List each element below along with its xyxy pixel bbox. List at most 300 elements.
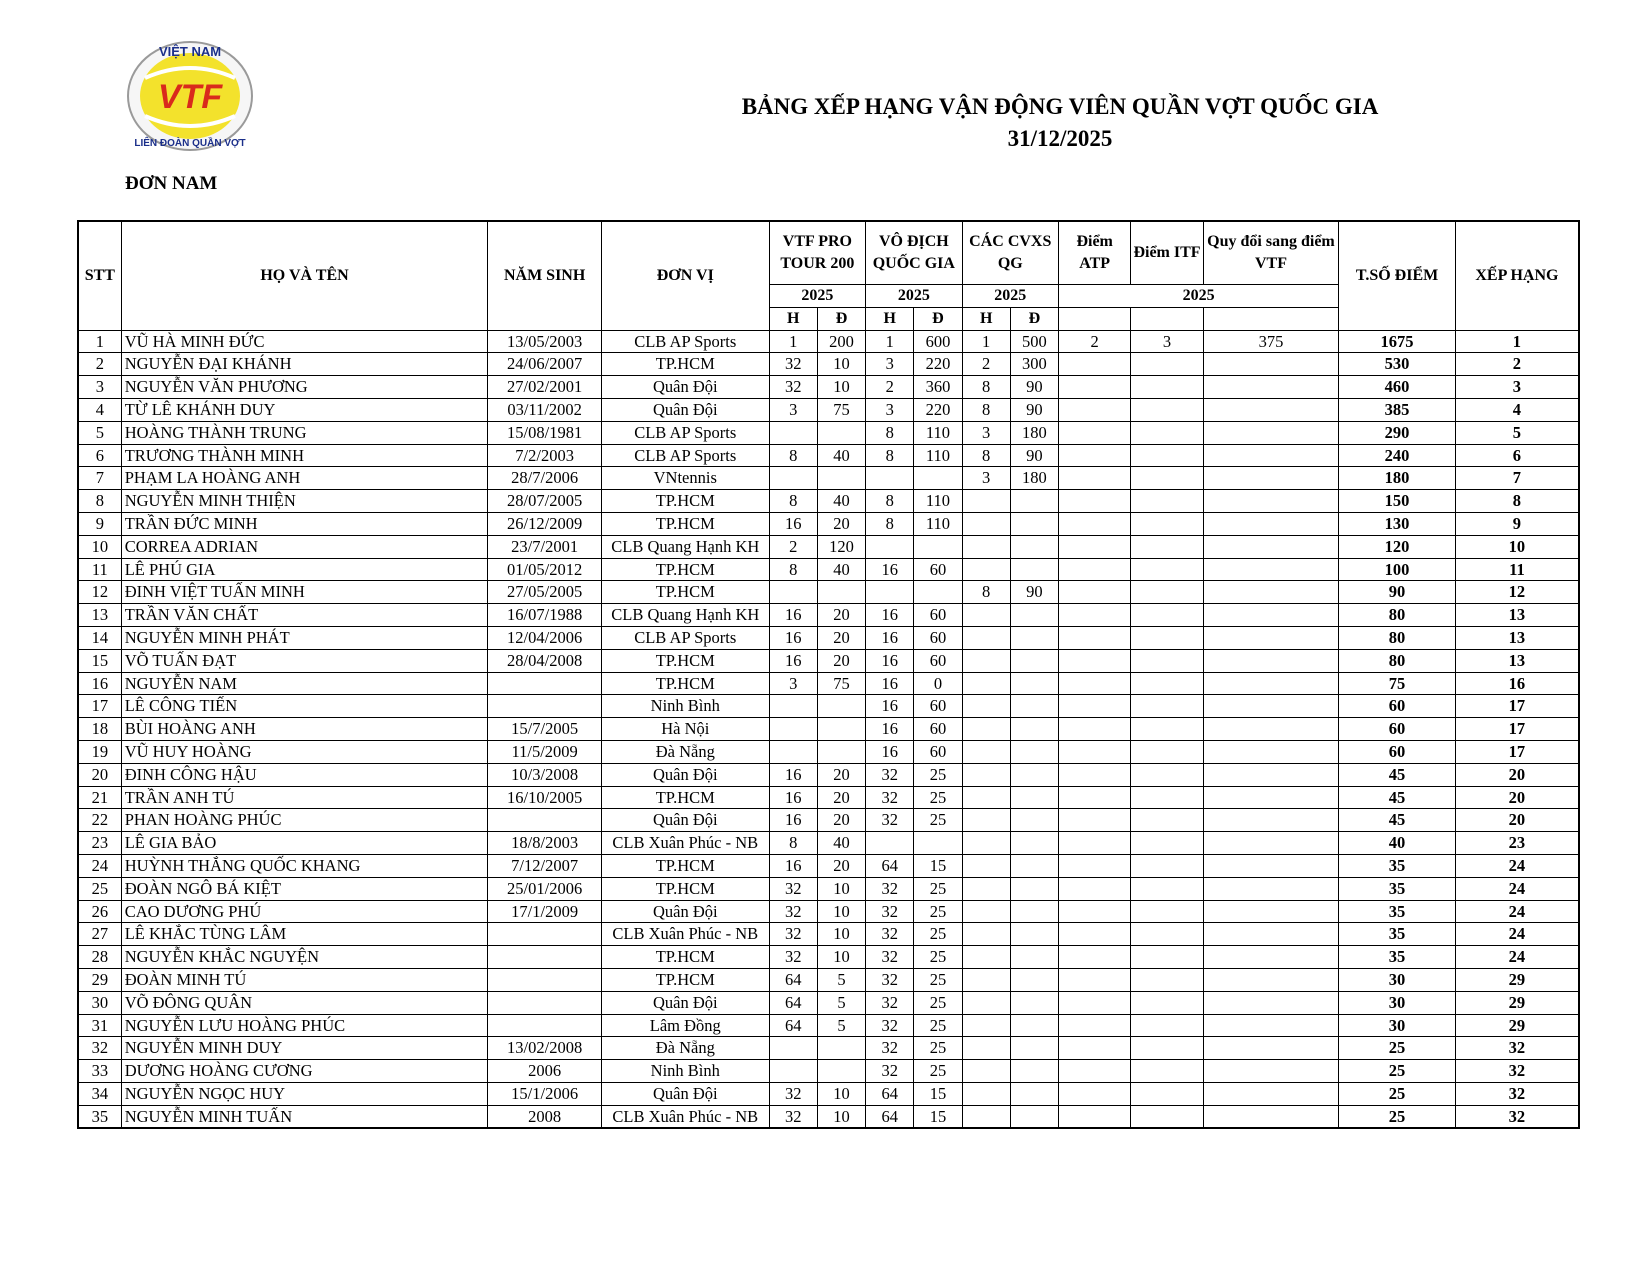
- sub-empty: [1131, 307, 1203, 330]
- cell-stt: 30: [78, 991, 121, 1014]
- cell-dob: 15/1/2006: [488, 1082, 602, 1105]
- cell-atp: [1059, 672, 1131, 695]
- cell-unit: Quân Đội: [601, 900, 769, 923]
- cell-itf: 3: [1131, 330, 1203, 353]
- cell-nh: 32: [866, 1060, 914, 1083]
- cell-itf: [1131, 854, 1203, 877]
- cell-stt: 25: [78, 877, 121, 900]
- cell-itf: [1131, 832, 1203, 855]
- table-row: [78, 376, 1579, 399]
- cell-dob: [488, 968, 602, 991]
- table-row: [78, 786, 1579, 809]
- cell-conv: [1203, 467, 1339, 490]
- cell-dob: 7/2/2003: [488, 444, 602, 467]
- table-row: [78, 672, 1579, 695]
- cell-vd: 75: [817, 398, 865, 421]
- cell-dob: 13/02/2008: [488, 1037, 602, 1060]
- cell-nd: 15: [914, 1082, 962, 1105]
- cell-vh: [769, 1060, 817, 1083]
- cell-vd: [817, 1037, 865, 1060]
- page-title: BẢNG XẾP HẠNG VẬN ĐỘNG VIÊN QUẦN VỢT QUỐC GIA: [741, 94, 1379, 119]
- cell-nd: 110: [914, 421, 962, 444]
- cell-nh: 16: [866, 672, 914, 695]
- cell-vh: 64: [769, 991, 817, 1014]
- cell-name: BÙI HOÀNG ANH: [121, 718, 488, 741]
- cell-vh: 32: [769, 376, 817, 399]
- cell-ch: 1: [962, 330, 1010, 353]
- table-row: [78, 512, 1579, 535]
- table-row: [78, 649, 1579, 672]
- col-itf: Điểm ITF: [1131, 221, 1203, 285]
- cell-vh: 16: [769, 604, 817, 627]
- cell-cd: [1010, 923, 1058, 946]
- cell-conv: [1203, 740, 1339, 763]
- cell-vh: [769, 581, 817, 604]
- cell-rank: 32: [1455, 1105, 1579, 1128]
- cell-nh: 16: [866, 718, 914, 741]
- cell-rank: 9: [1455, 512, 1579, 535]
- cell-stt: 9: [78, 512, 121, 535]
- table-row: [78, 900, 1579, 923]
- cell-conv: [1203, 581, 1339, 604]
- cell-unit: Ninh Bình: [601, 1060, 769, 1083]
- cell-nh: 64: [866, 1105, 914, 1128]
- cell-unit: CLB AP Sports: [601, 421, 769, 444]
- cell-conv: [1203, 832, 1339, 855]
- cell-atp: [1059, 968, 1131, 991]
- cell-nh: 32: [866, 877, 914, 900]
- cell-dob: 24/06/2007: [488, 353, 602, 376]
- cell-total: 30: [1339, 1014, 1456, 1037]
- cell-total: 40: [1339, 832, 1456, 855]
- cell-dob: 16/07/1988: [488, 604, 602, 627]
- cell-dob: [488, 923, 602, 946]
- cell-cd: 180: [1010, 421, 1058, 444]
- col-vtf-pro: VTF PRO TOUR 200: [769, 221, 865, 285]
- cell-stt: 34: [78, 1082, 121, 1105]
- cell-cd: [1010, 718, 1058, 741]
- cell-dob: 27/02/2001: [488, 376, 602, 399]
- cell-cd: [1010, 672, 1058, 695]
- cell-rank: 13: [1455, 604, 1579, 627]
- table-row: [78, 832, 1579, 855]
- cell-total: 45: [1339, 786, 1456, 809]
- cell-dob: 23/7/2001: [488, 535, 602, 558]
- cell-itf: [1131, 558, 1203, 581]
- cell-atp: [1059, 421, 1131, 444]
- cell-itf: [1131, 1060, 1203, 1083]
- cell-rank: 24: [1455, 877, 1579, 900]
- cell-nh: [866, 832, 914, 855]
- cell-stt: 24: [78, 854, 121, 877]
- cell-nh: 32: [866, 991, 914, 1014]
- cell-stt: 7: [78, 467, 121, 490]
- cell-nh: [866, 535, 914, 558]
- cell-unit: TP.HCM: [601, 672, 769, 695]
- table-row: [78, 535, 1579, 558]
- year-national: 2025: [866, 285, 962, 308]
- table-row: [78, 1037, 1579, 1060]
- cell-name: NGUYỄN MINH THIỆN: [121, 490, 488, 513]
- cell-nh: 16: [866, 558, 914, 581]
- cell-total: 35: [1339, 854, 1456, 877]
- cell-nh: [866, 467, 914, 490]
- cell-ch: [962, 1014, 1010, 1037]
- cell-atp: [1059, 581, 1131, 604]
- cell-rank: 29: [1455, 1014, 1579, 1037]
- cell-dob: 10/3/2008: [488, 763, 602, 786]
- cell-ch: 8: [962, 376, 1010, 399]
- cell-vh: 16: [769, 763, 817, 786]
- cell-ch: [962, 649, 1010, 672]
- cell-stt: 14: [78, 626, 121, 649]
- cell-rank: 32: [1455, 1037, 1579, 1060]
- cell-vd: 10: [817, 900, 865, 923]
- cell-atp: [1059, 467, 1131, 490]
- cell-atp: [1059, 444, 1131, 467]
- cell-total: 30: [1339, 991, 1456, 1014]
- cell-total: 1675: [1339, 330, 1456, 353]
- cell-name: LÊ PHÚ GIA: [121, 558, 488, 581]
- cell-rank: 20: [1455, 763, 1579, 786]
- cell-dob: [488, 695, 602, 718]
- cell-total: 130: [1339, 512, 1456, 535]
- cell-vd: 120: [817, 535, 865, 558]
- cell-itf: [1131, 968, 1203, 991]
- cell-name: VŨ HÀ MINH ĐỨC: [121, 330, 488, 353]
- cell-vh: 3: [769, 398, 817, 421]
- cell-ch: [962, 558, 1010, 581]
- cell-stt: 17: [78, 695, 121, 718]
- cell-vd: [817, 1060, 865, 1083]
- cell-atp: [1059, 376, 1131, 399]
- table-row: [78, 1082, 1579, 1105]
- cell-vh: [769, 421, 817, 444]
- cell-vh: 32: [769, 877, 817, 900]
- cell-nh: 3: [866, 353, 914, 376]
- year-cvxs: 2025: [962, 285, 1058, 308]
- cell-conv: [1203, 535, 1339, 558]
- cell-vd: 10: [817, 353, 865, 376]
- cell-ch: [962, 740, 1010, 763]
- cell-vd: 20: [817, 809, 865, 832]
- cell-cd: 300: [1010, 353, 1058, 376]
- cell-vh: 16: [769, 626, 817, 649]
- cell-nh: 64: [866, 1082, 914, 1105]
- cell-dob: 15/7/2005: [488, 718, 602, 741]
- cell-unit: CLB Xuân Phúc - NB: [601, 1105, 769, 1128]
- cell-cd: [1010, 1037, 1058, 1060]
- cell-unit: Quân Đội: [601, 1082, 769, 1105]
- cell-atp: [1059, 1082, 1131, 1105]
- cell-total: 30: [1339, 968, 1456, 991]
- cell-vh: 32: [769, 946, 817, 969]
- cell-cd: [1010, 1105, 1058, 1128]
- cell-unit: CLB Quang Hạnh KH: [601, 535, 769, 558]
- cell-ch: [962, 832, 1010, 855]
- cell-dob: 27/05/2005: [488, 581, 602, 604]
- cell-name: NGUYỄN MINH DUY: [121, 1037, 488, 1060]
- col-cvxs: CÁC CVXS QG: [962, 221, 1058, 285]
- cell-nd: 60: [914, 558, 962, 581]
- cell-cd: 90: [1010, 376, 1058, 399]
- cell-conv: [1203, 786, 1339, 809]
- cell-atp: [1059, 535, 1131, 558]
- cell-dob: [488, 1014, 602, 1037]
- logo-top-text: VIỆT NAM: [158, 44, 222, 59]
- cell-total: 25: [1339, 1060, 1456, 1083]
- cell-dob: 12/04/2006: [488, 626, 602, 649]
- cell-rank: 13: [1455, 626, 1579, 649]
- cell-nd: 25: [914, 968, 962, 991]
- cell-rank: 24: [1455, 900, 1579, 923]
- cell-stt: 13: [78, 604, 121, 627]
- cell-conv: [1203, 695, 1339, 718]
- logo-main-text: VTF: [157, 78, 223, 116]
- cell-atp: [1059, 923, 1131, 946]
- cell-atp: [1059, 786, 1131, 809]
- cell-dob: 01/05/2012: [488, 558, 602, 581]
- cell-ch: [962, 1060, 1010, 1083]
- cell-unit: Lâm Đồng: [601, 1014, 769, 1037]
- cell-rank: 24: [1455, 923, 1579, 946]
- cell-nd: 25: [914, 1037, 962, 1060]
- cell-nd: 220: [914, 353, 962, 376]
- cell-dob: 13/05/2003: [488, 330, 602, 353]
- cell-atp: 2: [1059, 330, 1131, 353]
- cell-nd: 110: [914, 444, 962, 467]
- cell-conv: [1203, 376, 1339, 399]
- year-vtf: 2025: [769, 285, 865, 308]
- cell-total: 25: [1339, 1105, 1456, 1128]
- cell-ch: [962, 512, 1010, 535]
- cell-vd: 20: [817, 854, 865, 877]
- cell-rank: 16: [1455, 672, 1579, 695]
- cell-unit: TP.HCM: [601, 558, 769, 581]
- cell-cd: [1010, 512, 1058, 535]
- cell-nd: [914, 535, 962, 558]
- cell-atp: [1059, 512, 1131, 535]
- table-row: [78, 353, 1579, 376]
- cell-atp: [1059, 604, 1131, 627]
- col-total: T.SỐ ĐIỂM: [1339, 221, 1456, 330]
- cell-atp: [1059, 626, 1131, 649]
- cell-nd: [914, 581, 962, 604]
- cell-itf: [1131, 376, 1203, 399]
- cell-unit: Quân Đội: [601, 376, 769, 399]
- cell-ch: 8: [962, 581, 1010, 604]
- cell-itf: [1131, 535, 1203, 558]
- cell-nh: 32: [866, 900, 914, 923]
- cell-unit: VNtennis: [601, 467, 769, 490]
- table-row: [78, 1014, 1579, 1037]
- cell-total: 150: [1339, 490, 1456, 513]
- cell-unit: TP.HCM: [601, 854, 769, 877]
- cell-name: NGUYỄN ĐẠI KHÁNH: [121, 353, 488, 376]
- table-row: [78, 421, 1579, 444]
- cell-conv: [1203, 854, 1339, 877]
- cell-atp: [1059, 1037, 1131, 1060]
- logo-bottom-text: LIÊN ĐOÀN QUẦN VỢT: [134, 138, 246, 149]
- cell-unit: CLB Xuân Phúc - NB: [601, 923, 769, 946]
- cell-itf: [1131, 398, 1203, 421]
- cell-itf: [1131, 809, 1203, 832]
- cell-total: 460: [1339, 376, 1456, 399]
- cell-itf: [1131, 490, 1203, 513]
- cell-atp: [1059, 353, 1131, 376]
- cell-itf: [1131, 877, 1203, 900]
- cell-total: 240: [1339, 444, 1456, 467]
- cell-vd: [817, 421, 865, 444]
- cell-rank: 24: [1455, 946, 1579, 969]
- cell-unit: CLB AP Sports: [601, 330, 769, 353]
- cell-stt: 3: [78, 376, 121, 399]
- cell-nd: 110: [914, 490, 962, 513]
- cell-name: VŨ HUY HOÀNG: [121, 740, 488, 763]
- cell-atp: [1059, 877, 1131, 900]
- cell-cd: [1010, 877, 1058, 900]
- cell-stt: 26: [78, 900, 121, 923]
- cell-nd: 110: [914, 512, 962, 535]
- cell-name: NGUYỄN NGỌC HUY: [121, 1082, 488, 1105]
- cell-ch: [962, 1037, 1010, 1060]
- cell-nh: 32: [866, 786, 914, 809]
- cell-atp: [1059, 854, 1131, 877]
- cell-vd: 20: [817, 763, 865, 786]
- cell-nd: 25: [914, 763, 962, 786]
- page-date: 31/12/2025: [1007, 126, 1113, 151]
- cell-ch: 8: [962, 398, 1010, 421]
- cell-unit: Ninh Bình: [601, 695, 769, 718]
- cell-unit: CLB AP Sports: [601, 626, 769, 649]
- cell-total: 45: [1339, 809, 1456, 832]
- category-label: ĐƠN NAM: [125, 173, 218, 194]
- cell-dob: 2006: [488, 1060, 602, 1083]
- sub-h: H: [769, 307, 817, 330]
- cell-conv: [1203, 672, 1339, 695]
- cell-conv: [1203, 353, 1339, 376]
- cell-conv: 375: [1203, 330, 1339, 353]
- cell-ch: 3: [962, 421, 1010, 444]
- cell-conv: [1203, 512, 1339, 535]
- cell-nh: 1: [866, 330, 914, 353]
- cell-total: 385: [1339, 398, 1456, 421]
- cell-stt: 23: [78, 832, 121, 855]
- cell-vd: 40: [817, 832, 865, 855]
- cell-unit: Quân Đội: [601, 763, 769, 786]
- table-row: [78, 467, 1579, 490]
- cell-nh: 8: [866, 512, 914, 535]
- cell-conv: [1203, 558, 1339, 581]
- cell-cd: 500: [1010, 330, 1058, 353]
- cell-conv: [1203, 490, 1339, 513]
- cell-rank: 24: [1455, 854, 1579, 877]
- cell-unit: TP.HCM: [601, 946, 769, 969]
- cell-cd: [1010, 740, 1058, 763]
- cell-total: 45: [1339, 763, 1456, 786]
- cell-name: LÊ KHẮC TÙNG LÂM: [121, 923, 488, 946]
- cell-vh: 8: [769, 558, 817, 581]
- cell-vh: 64: [769, 1014, 817, 1037]
- cell-name: ĐINH CÔNG HẬU: [121, 763, 488, 786]
- cell-conv: [1203, 1082, 1339, 1105]
- cell-ch: [962, 923, 1010, 946]
- cell-itf: [1131, 444, 1203, 467]
- cell-cd: [1010, 626, 1058, 649]
- cell-ch: [962, 991, 1010, 1014]
- cell-rank: 29: [1455, 991, 1579, 1014]
- sub-d: Đ: [1010, 307, 1058, 330]
- cell-nd: 360: [914, 376, 962, 399]
- col-name: HỌ VÀ TÊN: [121, 221, 488, 330]
- cell-conv: [1203, 604, 1339, 627]
- table-row: [78, 490, 1579, 513]
- table-row: [78, 809, 1579, 832]
- cell-itf: [1131, 740, 1203, 763]
- cell-vh: 16: [769, 649, 817, 672]
- cell-cd: [1010, 809, 1058, 832]
- cell-nd: 60: [914, 695, 962, 718]
- cell-vh: 1: [769, 330, 817, 353]
- cell-vd: [817, 718, 865, 741]
- cell-nh: 32: [866, 923, 914, 946]
- cell-total: 25: [1339, 1037, 1456, 1060]
- cell-itf: [1131, 1105, 1203, 1128]
- cell-dob: 7/12/2007: [488, 854, 602, 877]
- cell-nd: 25: [914, 946, 962, 969]
- cell-conv: [1203, 1060, 1339, 1083]
- cell-name: TRẦN ĐỨC MINH: [121, 512, 488, 535]
- cell-ch: [962, 535, 1010, 558]
- table-row: [78, 923, 1579, 946]
- sub-empty: [1203, 307, 1339, 330]
- cell-name: ĐOÀN MINH TÚ: [121, 968, 488, 991]
- cell-nh: 16: [866, 740, 914, 763]
- table-row: [78, 444, 1579, 467]
- cell-vd: 20: [817, 649, 865, 672]
- cell-total: 60: [1339, 718, 1456, 741]
- cell-stt: 20: [78, 763, 121, 786]
- cell-total: 80: [1339, 626, 1456, 649]
- cell-cd: [1010, 1014, 1058, 1037]
- cell-ch: [962, 900, 1010, 923]
- cell-stt: 28: [78, 946, 121, 969]
- cell-unit: TP.HCM: [601, 786, 769, 809]
- cell-name: CAO DƯƠNG PHÚ: [121, 900, 488, 923]
- cell-atp: [1059, 1105, 1131, 1128]
- cell-itf: [1131, 421, 1203, 444]
- cell-dob: 28/07/2005: [488, 490, 602, 513]
- cell-stt: 6: [78, 444, 121, 467]
- cell-nd: 15: [914, 854, 962, 877]
- table-row: [78, 695, 1579, 718]
- cell-vh: [769, 740, 817, 763]
- cell-atp: [1059, 490, 1131, 513]
- cell-cd: [1010, 558, 1058, 581]
- cell-total: 90: [1339, 581, 1456, 604]
- cell-conv: [1203, 809, 1339, 832]
- cell-rank: 4: [1455, 398, 1579, 421]
- cell-unit: TP.HCM: [601, 353, 769, 376]
- cell-stt: 16: [78, 672, 121, 695]
- cell-unit: CLB Quang Hạnh KH: [601, 604, 769, 627]
- cell-nd: 25: [914, 1060, 962, 1083]
- cell-rank: 2: [1455, 353, 1579, 376]
- cell-dob: 25/01/2006: [488, 877, 602, 900]
- cell-nd: 25: [914, 786, 962, 809]
- cell-cd: [1010, 854, 1058, 877]
- cell-ch: 2: [962, 353, 1010, 376]
